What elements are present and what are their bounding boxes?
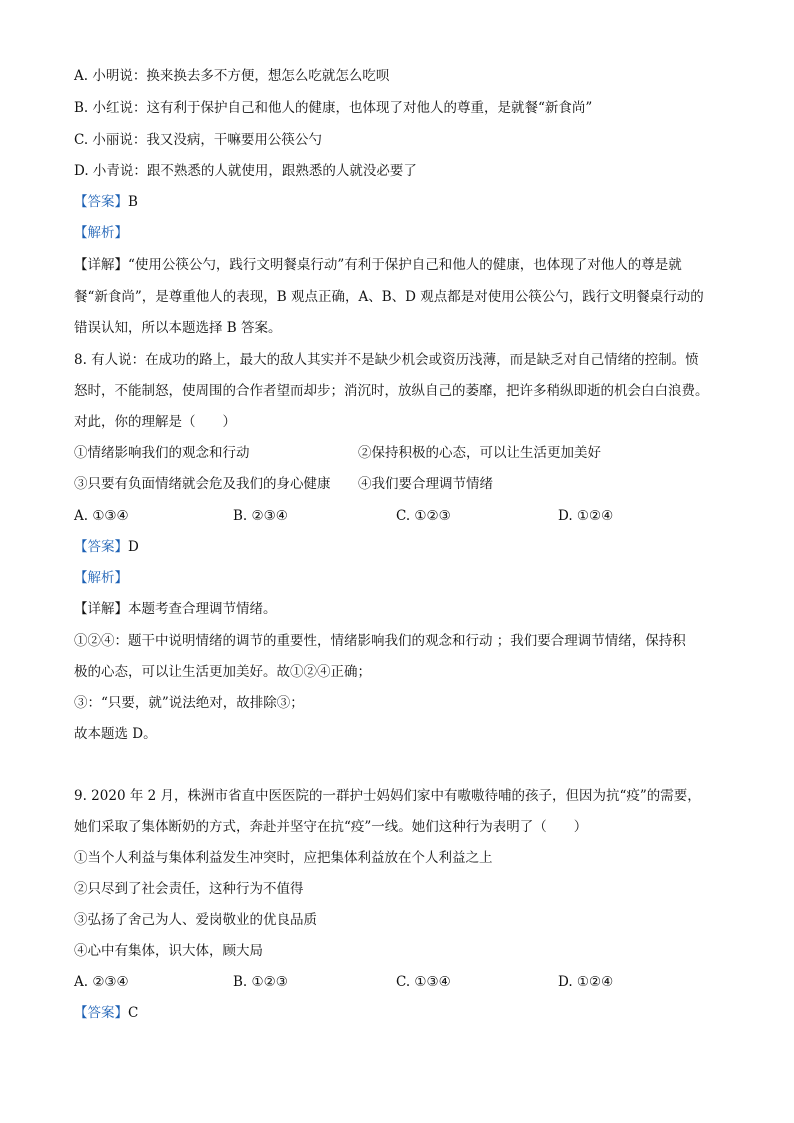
q7-detail-line-2: 餐“新食尚”，是尊重他人的表现，B 观点正确，A、B、D 观点都是对使用公筷公勺，践行文明餐桌行动的: [74, 289, 704, 305]
q8-item-4: ④我们要合理调节情绪: [358, 476, 493, 492]
answer-value: C: [128, 1005, 139, 1021]
answer-value: D: [128, 539, 139, 555]
q7-option-b: B. 小红说：这有利于保护自己和他人的健康，也体现了对他人的尊重，是就餐“新食尚”: [74, 100, 593, 116]
q8-detail-line-a: ①②④：题干中说明情绪的调节的重要性，情绪影响我们的观念和行动 ；我们要合理调节情绪，保持积: [74, 633, 686, 649]
analysis-tag: 【解析】: [74, 570, 128, 586]
answer-tag: 【答案】: [74, 194, 128, 210]
q8-choice-b: B. ②③④: [233, 508, 288, 524]
q8-detail: [74, 599, 754, 619]
q7-detail-line-1: [74, 255, 754, 275]
q8-stem-line-1: 8. 有人说：在成功的路上，最大的敌人其实并不是缺少机会或资历浅薄，而是缺乏对自己情绪的控制。愤: [74, 352, 699, 368]
detail-tag: 【详解】: [74, 257, 128, 273]
answer-value: B: [128, 194, 138, 210]
q9-item-1: ①当个人利益与集体利益发生冲突时，应把集体利益放在个人利益之上: [74, 850, 493, 866]
q7-option-c: C. 小丽说：我又没病，干嘛要用公筷公勺: [74, 132, 322, 148]
q9-stem-line-2: 她们采取了集体断奶的方式，奔赴并坚守在抗“疫”一线。她们这种行为表明了（ ）: [74, 819, 588, 835]
detail-text: “使用公筷公勺，践行文明餐桌行动”有利于保护自己和他人的健康，也体现了对他人的尊是就: [128, 257, 682, 273]
q9-choice-a: A. ②③④: [74, 974, 129, 990]
q8-answer: [74, 537, 754, 557]
detail-text: 本题考查合理调节情绪。: [128, 601, 277, 617]
q7-detail-line-3: 错误认知，所以本题选择 B 答案。: [74, 320, 282, 336]
q9-item-4: ④心中有集体，识大体，顾大局: [74, 943, 263, 959]
answer-tag: 【答案】: [74, 1005, 128, 1021]
q8-choice-d: D. ①②④: [558, 508, 614, 524]
q8-detail-line-d: 故本题选 D。: [74, 726, 157, 742]
q9-item-2: ②只尽到了社会责任，这种行为不值得: [74, 881, 304, 897]
q7-answer: [74, 192, 754, 212]
q7-option-d: D. 小青说：跟不熟悉的人就使用，跟熟悉的人就没必要了: [74, 163, 417, 179]
q8-detail-line-c: ③：“只要，就”说法绝对，故排除③；: [74, 695, 304, 711]
q8-choice-c: C. ①②③: [396, 508, 451, 524]
q8-item-3: ③只要有负面情绪就会危及我们的身心健康: [74, 476, 331, 492]
analysis-tag: 【解析】: [74, 225, 128, 241]
q8-stem-line-3: 对此，你的理解是（ ）: [74, 414, 236, 430]
q9-answer: [74, 1003, 754, 1023]
q8-item-1: ①情绪影响我们的观念和行动: [74, 445, 250, 461]
q9-choice-c: C. ①③④: [396, 974, 451, 990]
q8-analysis: [74, 568, 754, 588]
q8-detail-line-b: 极的心态，可以让生活更加美好。故①②④正确；: [74, 664, 371, 680]
q8-stem-line-2: 怒时，不能制怒，使周围的合作者望而却步；消沉时，放纵自己的萎靡，把许多稍纵即逝的机会白白浪费。: [74, 383, 709, 399]
q9-item-3: ③弘扬了舍己为人、爱岗敬业的优良品质: [74, 912, 317, 928]
q9-choice-b: B. ①②③: [233, 974, 288, 990]
q9-choice-d: D. ①②④: [558, 974, 614, 990]
answer-tag: 【答案】: [74, 539, 128, 555]
q7-analysis: [74, 223, 754, 243]
detail-tag: 【详解】: [74, 601, 128, 617]
q8-item-2: ②保持积极的心态，可以让生活更加美好: [358, 445, 601, 461]
q7-option-a: A. 小明说：换来换去多不方便，想怎么吃就怎么吃呗: [74, 68, 390, 84]
q8-choice-a: A. ①③④: [74, 508, 129, 524]
q9-stem-line-1: 9. 2020 年 2 月，株洲市省直中医医院的一群护士妈妈们家中有嗷嗷待哺的孩子，但因为抗“疫”的需要，: [74, 788, 701, 804]
